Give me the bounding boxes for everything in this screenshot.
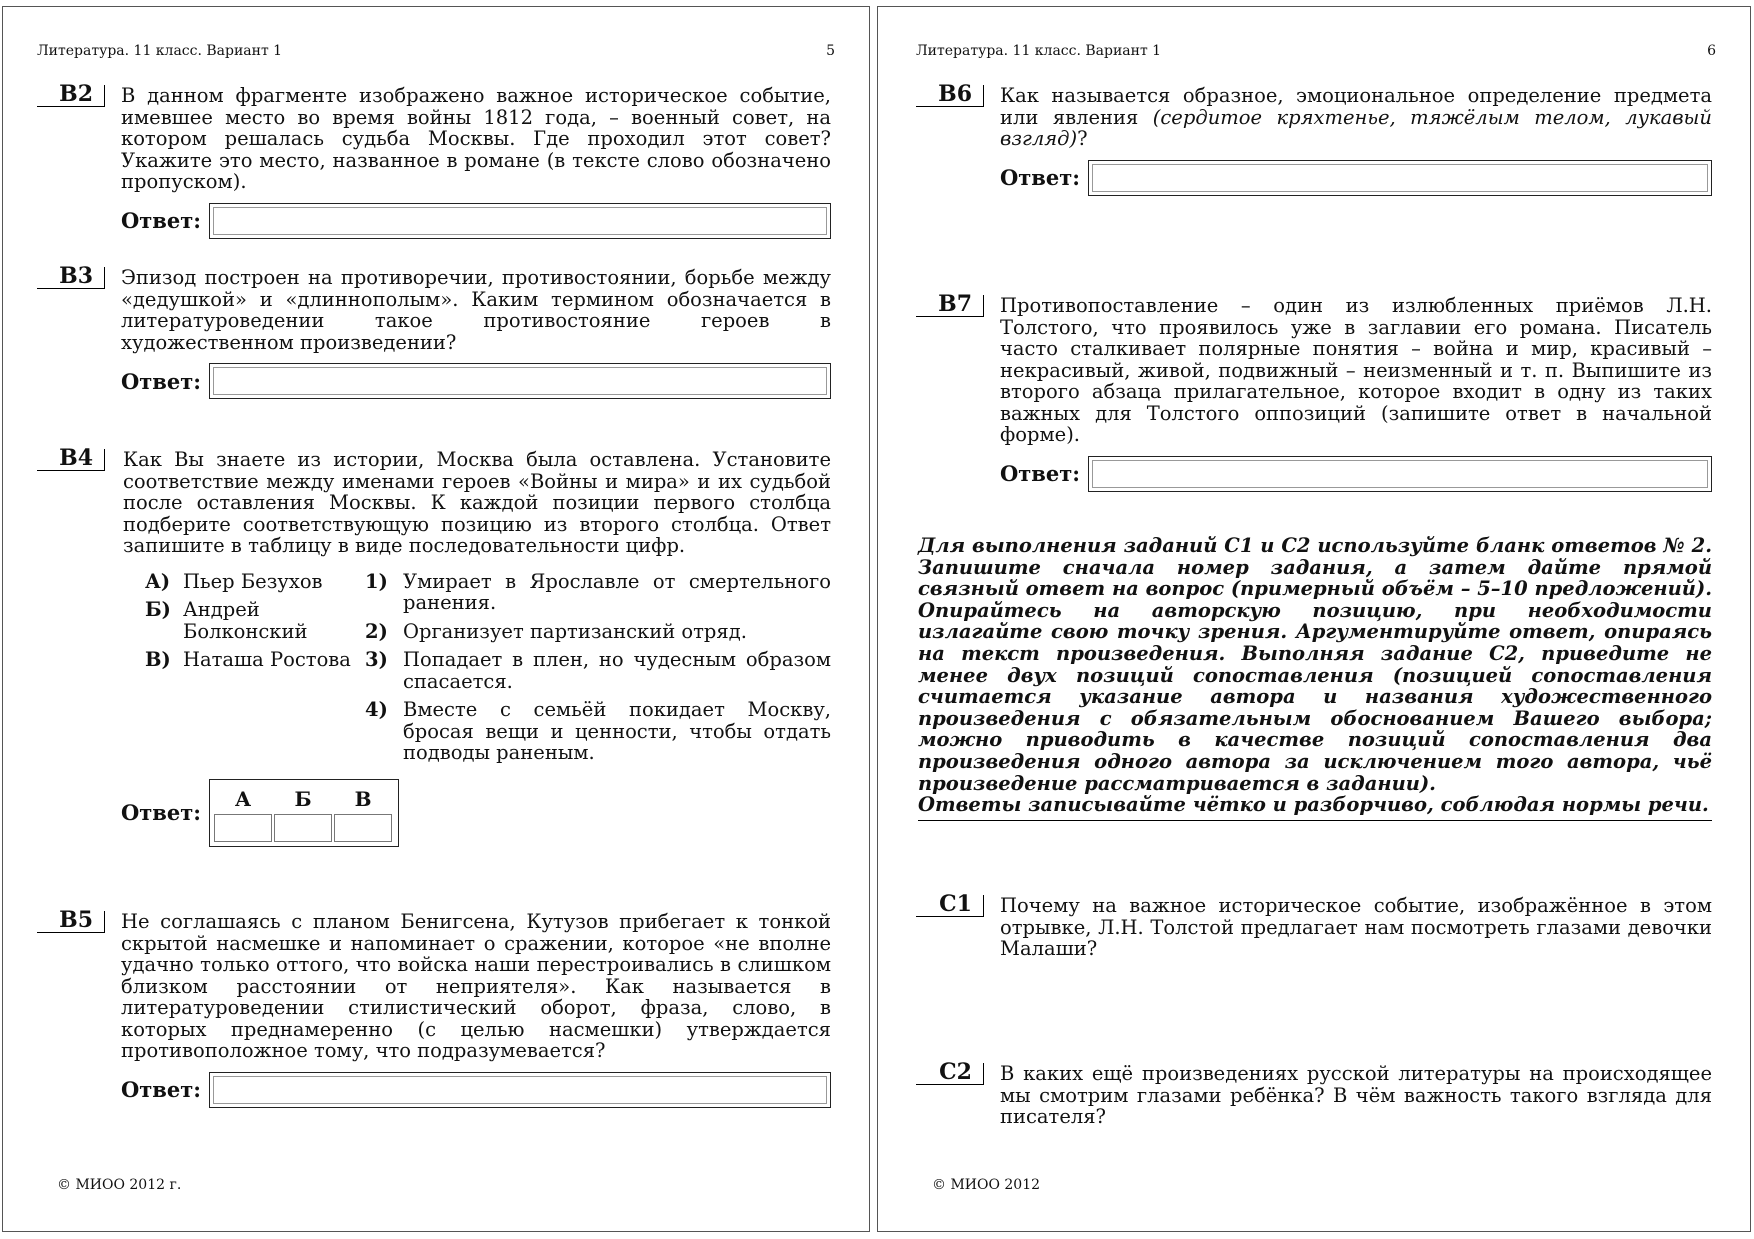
match-right-item: 4) Вместе с семьёй покидает Москву, бросая вещи и ценности, чтобы отдать подводы раненым. [365, 698, 831, 764]
footer: © МИОО 2012 г. [57, 1177, 182, 1193]
header-title: Литература. 11 класс. Вариант 1 [916, 43, 1162, 59]
task-b3 [37, 263, 831, 399]
match-left-column [145, 571, 365, 771]
answer-row [1000, 160, 1712, 196]
task-label: B7 [916, 295, 984, 317]
task-b5 [37, 907, 831, 1108]
task-b2 [37, 81, 831, 239]
task-text: Противопоставление – один из излюбленных приёмов Л.Н. Толстого, что проявилось уже в заглавии его романа. Писатель часто сталкивает полярные понятия – война и мир, красивый – некрасивый, живой, подвижный – неизменный и т. п. Выпишите из второго абзаца прилагательное, которое входит в одну из таких важных для Толстого оппозиций (запишите ответ в начальной форме). [1000, 294, 1712, 446]
instructions-block [918, 535, 1712, 821]
answer-row [1000, 456, 1712, 492]
answer-row [121, 1072, 831, 1108]
task-b6 [916, 81, 1712, 196]
match-left-item: Б) Андрей Болконский [145, 598, 308, 643]
task-c1 [916, 891, 1712, 960]
answer-field[interactable] [1088, 160, 1712, 196]
match-right-item: 1) Умирает в Ярославле от смертельного ранения. [365, 569, 831, 614]
answer-label: Ответ: [121, 368, 202, 394]
match-right-column [365, 571, 831, 771]
task-label: B3 [37, 267, 105, 289]
table-header: Б [294, 786, 312, 811]
answer-cell[interactable] [334, 814, 392, 842]
task-text: Эпизод построен на противоречии, противостоянии, борьбе между «дедушкой» и «длиннополым». Каким термином обозначается в литературоведении такое противостояние героев в художественном произведении? [121, 266, 831, 354]
task-b7 [916, 291, 1712, 492]
task-text: Почему на важное историческое событие, изображённое в этом отрывке, Л.Н. Толстой предлагает нам посмотреть глазами девочки Малаши? [1000, 894, 1712, 960]
task-label: C2 [916, 1063, 984, 1085]
matching-columns [145, 571, 831, 771]
answer-table-row [121, 779, 831, 847]
page-header [916, 43, 1716, 59]
answer-label: Ответ: [1000, 461, 1081, 486]
match-left-item: В) Наташа Ростова [145, 648, 351, 671]
task-label: B6 [916, 85, 984, 107]
match-right-item: 2) Организует партизанский отряд. [365, 619, 747, 643]
answer-table [209, 779, 399, 847]
task-text: Как называется образное, эмоциональное определение предмета или явления (сердитое кряхтенье, тяжёлым телом, лукавый взгляд)? [1000, 84, 1712, 150]
task-c2 [916, 1059, 1712, 1128]
page-header [37, 43, 835, 59]
instructions-last-line: Ответы записывайте чётко и разборчиво, соблюдая нормы речи. [918, 793, 1709, 817]
match-right-item: 3) Попадает в плен, но чудесным образом спасается. [365, 648, 831, 693]
header-title: Литература. 11 класс. Вариант 1 [37, 43, 283, 59]
task-label: B2 [37, 85, 105, 107]
answer-field[interactable] [209, 363, 831, 399]
answer-label: Ответ: [121, 800, 202, 825]
answer-field[interactable] [209, 1072, 831, 1108]
page-number: 6 [1707, 43, 1716, 59]
match-left-item: А) Пьер Безухов [145, 569, 323, 593]
page-right [877, 6, 1751, 1232]
answer-label: Ответ: [121, 1077, 202, 1102]
answer-field[interactable] [209, 203, 831, 239]
table-header: В [354, 786, 372, 811]
task-label: C1 [916, 895, 984, 917]
table-header: А [234, 786, 252, 811]
task-label: B4 [37, 449, 105, 471]
answer-row [121, 203, 831, 239]
instructions-text: Для выполнения заданий С1 и С2 используйте бланк ответов № 2. Запишите сначала номер задания, а затем дайте прямой связный ответ на вопрос (примерный объём – 5–10 предложений). Опирайтесь на авторскую позицию, при необходимости излагайте свою точку зрения. Аргументируйте ответ, опираясь на текст произведения. Выполняя задание С2, приведите не менее двух позиций сопоставления (позицией сопоставления считается указание автора и названия художественного произведения с обязательным обоснованием Вашего выбора; можно приводить в качестве позиций сопоставления два произведения одного автора за исключением того автора, чьё произведение рассматривается в задании). [918, 534, 1712, 795]
page-number: 5 [826, 43, 835, 59]
task-label: B5 [37, 911, 105, 933]
answer-row [121, 363, 831, 399]
task-b4 [37, 445, 831, 847]
task-text: В данном фрагменте изображено важное историческое событие, имевшее место во время войны 1812 года, – военный совет, на котором решалась судьба Москвы. Где проходил этот совет? Укажите это место, названное в романе (в тексте слово обозначено пропуском). [121, 84, 831, 193]
answer-cell[interactable] [214, 814, 272, 842]
page-left [2, 6, 870, 1232]
answer-label: Ответ: [121, 208, 202, 233]
footer: © МИОО 2012 [932, 1177, 1041, 1193]
task-text: В каких ещё произведениях русской литературы на происходящее мы смотрим глазами ребёнка? В чём важность такого взгляда для писателя? [1000, 1062, 1712, 1128]
task-text: Как Вы знаете из истории, Москва была оставлена. Установите соответствие между именами героев «Войны и мира» и их судьбой после оставления Москвы. К каждой позиции первого столбца подберите соответствующую позицию из второго столбца. Ответ запишите в таблицу в виде последовательности цифр. [123, 448, 831, 557]
answer-cell[interactable] [274, 814, 332, 842]
answer-field[interactable] [1088, 456, 1712, 492]
task-text: Не соглашаясь с планом Бенигсена, Кутузов прибегает к тонкой скрытой насмешке и напоминает о сражении, которое «не вполне удачно только оттого, что войска наши перестроивались в слишком близком расстоянии от неприятеля». Как называется в литературоведении стилистический оборот, фраза, слово, в которых преднамеренно (с целью насмешки) утверждается противоположное тому, что подразумевается? [121, 910, 831, 1062]
answer-label: Ответ: [1000, 165, 1081, 190]
